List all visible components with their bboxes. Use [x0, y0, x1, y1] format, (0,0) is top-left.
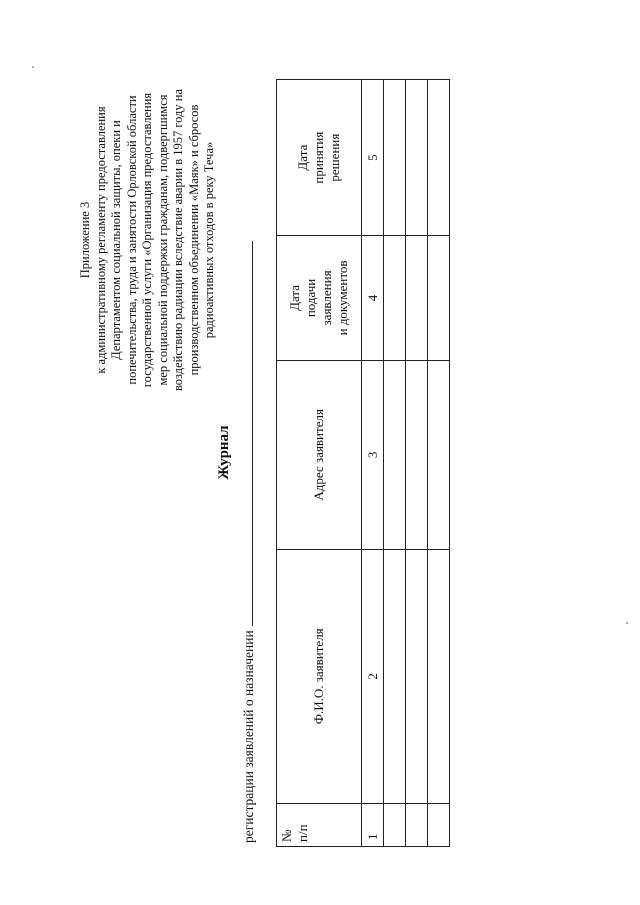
header-cell-applicant-address: Адрес заявителя [277, 360, 362, 549]
empty-cell[interactable] [428, 80, 450, 236]
header-cell-decision-date: Дата принятия решения [277, 80, 362, 236]
journal-subtitle [240, 241, 257, 843]
column-number: 2 [362, 550, 384, 804]
appendix-line: попечительства, труда и занятости Орловской области [124, 95, 139, 385]
empty-cell[interactable] [384, 236, 406, 360]
empty-cell[interactable] [384, 360, 406, 549]
subtitle-blank-line [240, 241, 253, 626]
appendix-line: мер социальной поддержки гражданам, подвергшимся [155, 94, 170, 386]
scan-speck [32, 66, 34, 68]
appendix-line: воздействию радиации вследствие аварии в 1957 году на [171, 88, 185, 392]
registration-table [276, 79, 450, 847]
header-cell-submission-date: Дата подачи заявления и документов [277, 236, 362, 360]
empty-cell[interactable] [428, 803, 450, 846]
empty-cell[interactable] [406, 80, 428, 236]
column-number-row [362, 80, 384, 847]
empty-cell[interactable] [428, 360, 450, 549]
empty-cell[interactable] [428, 236, 450, 360]
empty-cell[interactable] [384, 803, 406, 846]
scan-speck [626, 622, 628, 624]
appendix-title: Приложение 3 [78, 201, 92, 279]
table-header-row [277, 80, 362, 847]
appendix-block [78, 30, 218, 450]
column-number: 1 [362, 803, 384, 846]
table-row [428, 80, 450, 847]
appendix-line: к административному регламенту предоставления [93, 106, 108, 374]
appendix-line: государственной услуги «Организация предоставления [140, 92, 154, 388]
table-row [384, 80, 406, 847]
empty-cell[interactable] [406, 360, 428, 549]
column-number: 5 [362, 80, 384, 236]
appendix-line: Департаментом социальной защиты, опеки и [109, 120, 123, 360]
empty-cell[interactable] [384, 80, 406, 236]
table-row [406, 80, 428, 847]
journal-title: Журнал [216, 425, 232, 480]
header-cell-applicant-name: Ф.И.О. заявителя [277, 550, 362, 804]
journal-subtitle-text: регистрации заявлений о назначении [241, 630, 256, 843]
empty-cell[interactable] [406, 803, 428, 846]
column-number: 3 [362, 360, 384, 549]
empty-cell[interactable] [384, 550, 406, 804]
empty-cell[interactable] [406, 550, 428, 804]
appendix-line: производственном объединении «Маяк» и сбросов [186, 104, 201, 376]
header-cell-number: № п/п [277, 803, 362, 846]
column-number: 4 [362, 236, 384, 360]
empty-cell[interactable] [428, 550, 450, 804]
appendix-line: радиоактивных отходов в реку Теча» [202, 141, 216, 339]
empty-cell[interactable] [406, 236, 428, 360]
